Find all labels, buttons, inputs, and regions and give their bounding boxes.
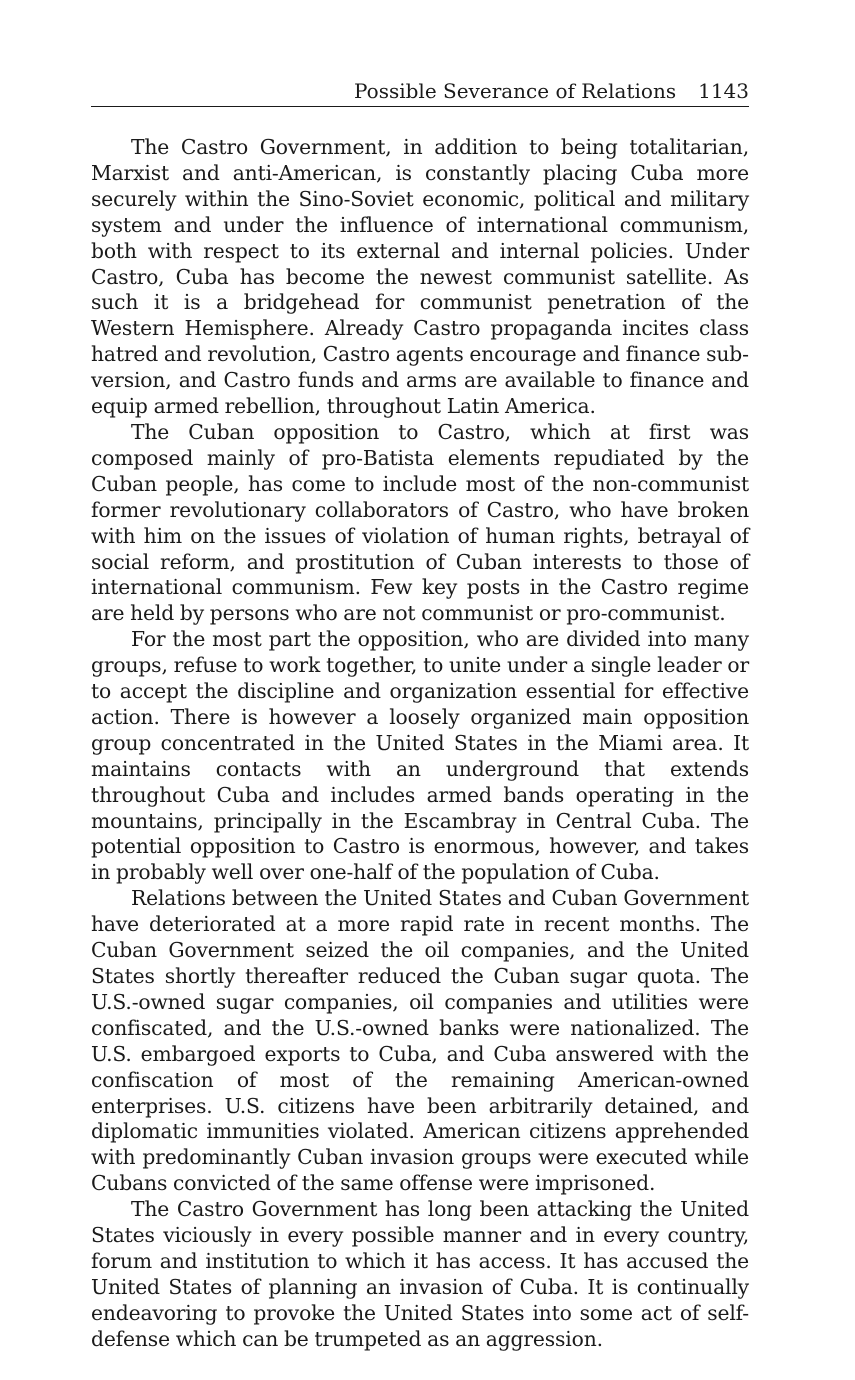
paragraph-opposition-groups: For the most part the opposition, who are divided into many groups, refuse to work together, to unite under a single leader or to accept the discipline and organization essential for effective action. There is however a loosely organized main opposition group concentrated in the United States in the Miami area. It maintains contacts with an underground that extends throughout Cuba and includes armed bands operating in the mountains, principally in the Escambray in Central Cuba. The potential opposition to Castro is enormous, however, and takes in probably well over one-half of the population of Cuba. bbox=[91, 627, 749, 885]
paragraph-relations-deteriorated: Relations between the United States and Cuban Government have deteriorated at a more rapid rate in recent months. The Cuban Government seized the oil companies, and the United States shortly thereafter reduced the Cuban sugar quota. The U.S.-owned sugar companies, oil companies and utilities were confiscated, and the U.S.-owned banks were nationalized. The U.S. embargoed exports to Cuba, and Cuba answered with the confiscation of most of the remaining American-owned enterprises. U.S. citizens have been arbitrarily detained, and diplomatic immunities violated. American citizens apprehended with predominantly Cuban invasion groups were executed while Cubans convicted of the same offense were imprisoned. bbox=[91, 886, 749, 1196]
paragraph-cuban-opposition: The Cuban opposition to Castro, which at first was composed mainly of pro-Batista elements repudiated by the Cuban people, has come to include most of the non-communist former revolutionary collaborators of Castro, who have broken with him on the issues of violation of human rights, betrayal of social reform, and prostitution of Cuban interests to those of international communism. Few key posts in the Castro regime are held by persons who are not communist or pro-communist. bbox=[91, 419, 749, 626]
body-text bbox=[91, 135, 749, 1353]
running-title: Possible Severance of Relations bbox=[354, 79, 677, 103]
document-page bbox=[91, 78, 749, 1353]
page-number: 1143 bbox=[698, 79, 749, 103]
running-header bbox=[91, 78, 749, 107]
paragraph-castro-government: The Castro Government, in addition to being totalitarian, Marxist and anti-American, is constantly placing Cuba more securely within the Sino-Soviet economic, political and military system and under the influence of international communism, both with respect to its external and internal policies. Under Castro, Cuba has become the newest communist satellite. As such it is a bridgehead for communist penetration of the Western Hemisphere. Already Castro propaganda incites class hatred and revolution, Castro agents encourage and finance subversion, and Castro funds and arms are available to finance and equip armed rebellion, throughout Latin America. bbox=[91, 135, 749, 419]
paragraph-castro-attacks: The Castro Government has long been attacking the United States viciously in every possible manner and in every country, forum and institution to which it has access. It has accused the United States of planning an invasion of Cuba. It is continually endeavoring to provoke the United States into some act of self-defense which can be trumpeted as an aggression. bbox=[91, 1197, 749, 1351]
